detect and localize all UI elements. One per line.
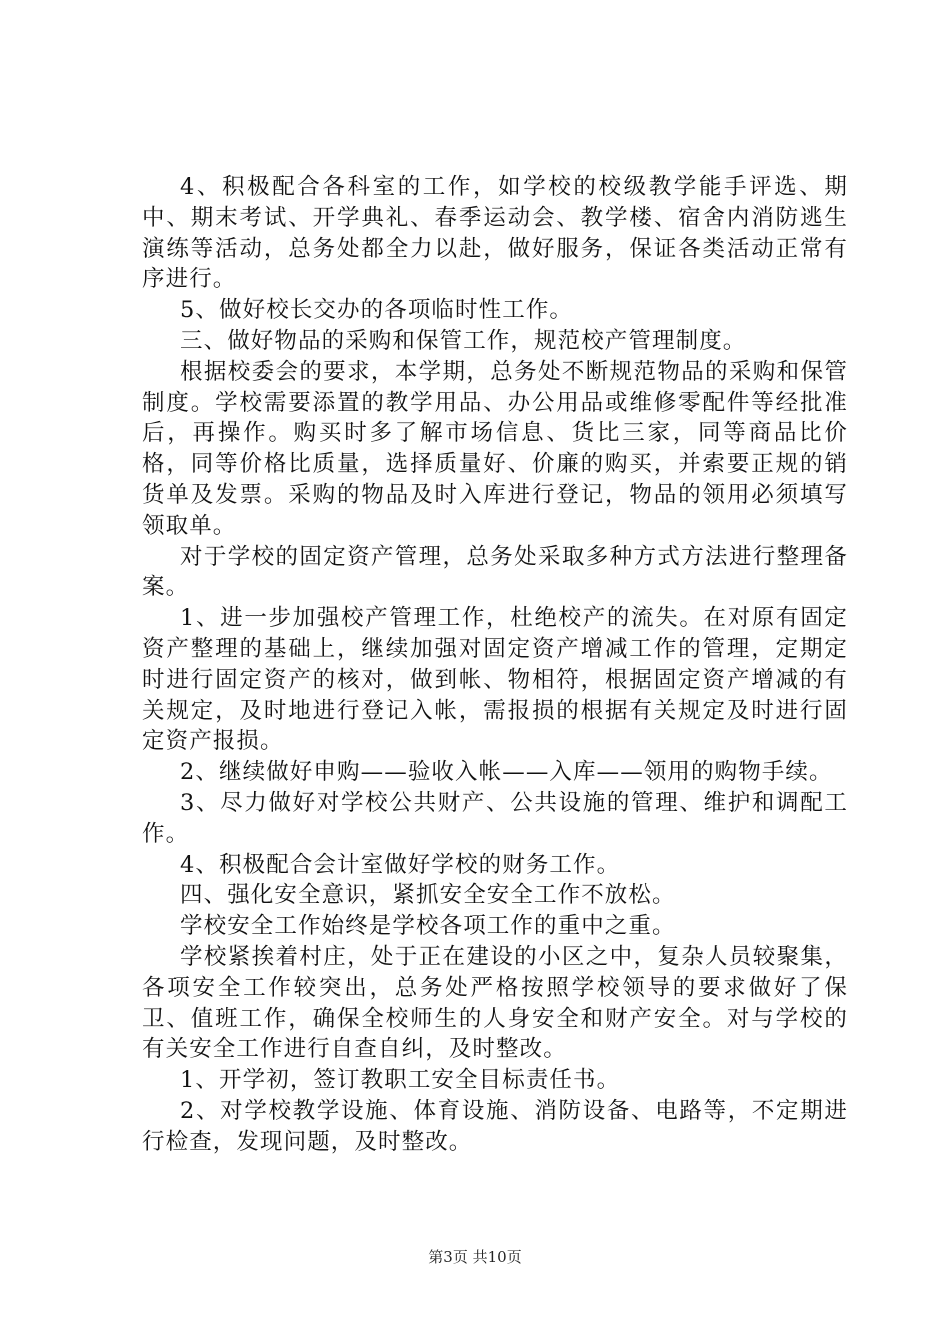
paragraph: 1、开学初，签订教职工安全目标责任书。: [180, 1067, 621, 1094]
paragraph: 2、对学校教学设施、体育设施、消防设备、电路等，不定期进行检查，发现问题，及时整改。: [142, 1097, 848, 1155]
section-heading: 三、做好物品的采购和保管工作，规范校产管理制度。: [180, 327, 747, 354]
paragraph: 5、做好校长交办的各项临时性工作。: [180, 297, 574, 324]
page-footer: [0, 1247, 950, 1267]
paragraph: 对于学校的固定资产管理，总务处采取多种方式方法进行整理备案。: [142, 543, 848, 601]
document-body: [142, 172, 848, 1158]
section-heading: 四、强化安全意识，紧抓安全安全工作不放松。: [180, 882, 676, 909]
paragraph: 2、继续做好申购——验收入帐——入库——领用的购物手续。: [180, 759, 833, 786]
paragraph: 1、进一步加强校产管理工作，杜绝校产的流失。在对原有固定资产整理的基础上，继续加强对固定资产增减工作的管理，定期定时进行固定资产的核对，做到帐、物相符，根据固定资产增减的有关规定，及时地进行登记入帐，需报损的根据有关规定及时进行固定资产报损。: [142, 605, 848, 755]
page-number: 第3页 共10页: [428, 1248, 522, 1266]
paragraph: 学校安全工作始终是学校各项工作的重中之重。: [180, 913, 676, 940]
paragraph: 4、积极配合各科室的工作，如学校的校级教学能手评选、期中、期末考试、开学典礼、春季运动会、教学楼、宿舍内消防逃生演练等活动，总务处都全力以赴，做好服务，保证各类活动正常有序进行。: [142, 174, 848, 293]
paragraph: 根据校委会的要求，本学期，总务处不断规范物品的采购和保管制度。学校需要添置的教学用品、办公用品或维修零配件等经批准后，再操作。购买时多了解市场信息、货比三家，同等商品比价格，同等价格比质量，选择质量好、价廉的购买，并索要正规的销货单及发票。采购的物品及时入库进行登记，物品的领用必须填写领取单。: [142, 358, 848, 539]
paragraph: 学校紧挨着村庄，处于正在建设的小区之中，复杂人员较聚集，各项安全工作较突出，总务处严格按照学校领导的要求做好了保卫、值班工作，确保全校师生的人身安全和财产安全。对与学校的有关安全工作进行自查自纠，及时整改。: [142, 943, 848, 1063]
paragraph: 4、积极配合会计室做好学校的财务工作。: [180, 851, 621, 878]
paragraph: 3、尽力做好对学校公共财产、公共设施的管理、维护和调配工作。: [142, 789, 848, 847]
